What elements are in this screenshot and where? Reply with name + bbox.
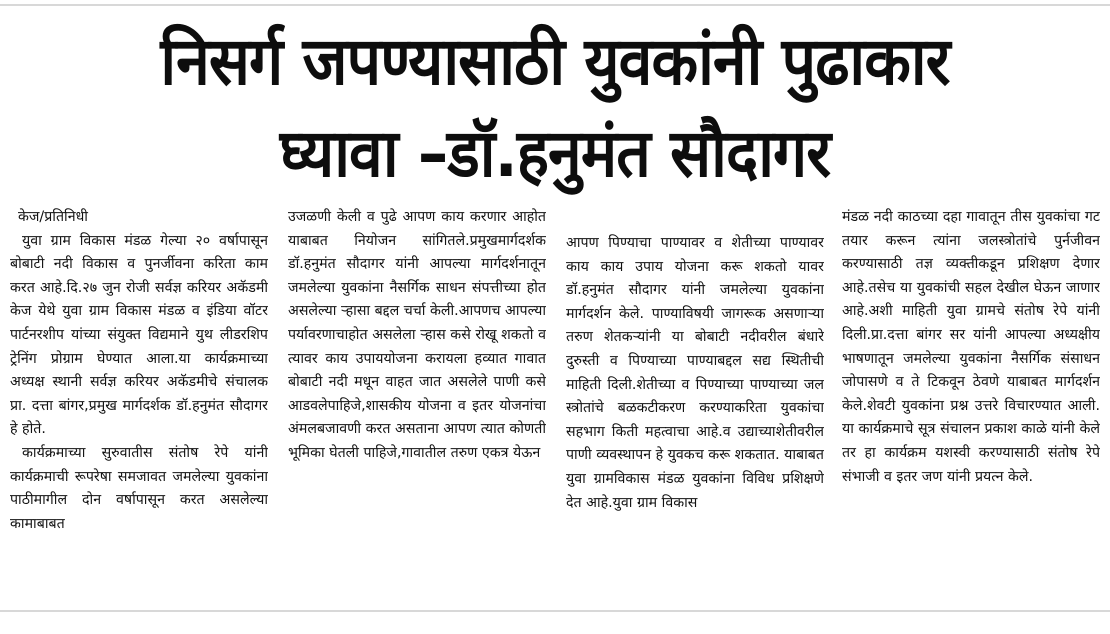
article-column-4 xyxy=(842,206,1100,606)
column-2-text: उजळणी केली व पुढे आपण काय करणार आहोत याबाबत नियोजन सांगितले.प्रमुखमार्गदर्शक डॉ.हनुमंत सौदागर यांनी आपल्या मार्गदर्शनातून जमलेल्या युवकांना नैसर्गिक साधन संपत्तीच्या होत असलेल्या ऱ्हासा बद्दल चर्चा केली.आपणच आपल्या पर्यावरणाचाहोत असलेला ऱ्हास कसे रोखू शकतो व त्यावर काय उपाययोजना करायला हव्यात गावात बोबाटी नदी मधून वाहत जात असलेले पाणी कसे आडवलेपाहिजे,शासकीय योजना व इतर योजनांचा अंमलबजावणी करत असताना आपण त्यात कोणती भूमिका घेतली पाहिजे,गावातील तरुण एकत्र येऊन xyxy=(288,209,546,461)
top-divider xyxy=(0,4,1110,6)
bottom-divider xyxy=(0,610,1110,612)
column-4-text: मंडळ नदी काठच्या दहा गावातून तीस युवकांचा गट तयार करून त्यांना जलस्त्रोतांचे पुर्नजीवन करण्यासाठी तज्ञ व्यक्तीकडून प्रशिक्षण देणार आहे.तसेच या युवकांची सहल देखील घेऊन जाणार आहे.अशी माहिती युवा ग्रामचे संतोष रेपे यांनी दिली.प्रा.दत्ता बांगर सर यांनी आपल्या अध्यक्षीय भाषणातून जमलेल्या युवकांना नैसर्गिक संसाधन जोपासणे व ते टिकवून ठेवणे याबाबत मार्गदर्शन केले.शेवटी युवकांना प्रश्न उत्तरे विचारण्यात आली. या कार्यक्रमाचे सूत्र संचालन प्रकाश काळे यांनी केले तर हा कार्यक्रम यशस्वी करण्यासाठी संतोष रेपे संभाजी व इतर जण यांनी प्रयत्न केले. xyxy=(842,209,1100,485)
headline-line-1: निसर्ग जपण्यासाठी युवकांनी पुढाकार xyxy=(160,23,950,100)
article-column-3 xyxy=(566,206,824,606)
paragraph-2: कार्यक्रमाच्या सुरुवातीस संतोष रेपे यांनी कार्यक्रमाची रूपरेषा समजावत जमलेल्या युवकांना पाठीमागील दोन वर्षापासून करत असलेल्या कामाबाबत xyxy=(10,444,268,532)
article-column-2 xyxy=(288,206,546,606)
column-3-text: आपण पिण्याचा पाण्यावर व शेतीच्या पाण्यावर काय काय उपाय योजना करू शकतो यावर डॉ.हनुमंत सौदागर यांनी जमलेल्या युवकांना मार्गदर्शन केले. पाण्याविषयी जागरूक असणाऱ्या तरुण शेतकऱ्यांनी या बोबाटी नदीवरील बंधारे दुरुस्ती व पिण्याच्या पाण्याबद्दल सद्य स्थितीची माहिती दिली.शेतीच्या व पिण्याच्या पाण्याच्या जल स्त्रोतांचे बळकटीकरण करण्याकरिता युवकांचा सहभाग किती महत्वाचा आहे.व उद्याच्याशेतीवरील पाणी व्यवस्थापन हे युवकच करू शकतात. याबाबत युवा ग्रामविकास मंडळ युवकांना विविध प्रशिक्षणे देत आहे.युवा ग्राम विकास xyxy=(566,235,824,511)
article-column-1 xyxy=(10,206,268,606)
paragraph-1: युवा ग्राम विकास मंडळ गेल्या २० वर्षापासून बोबाटी नदी विकास व पुनर्जीवना करिता काम करत आहे.दि.२७ जुन रोजी सर्वज्ञ करियर अकॅडमी केज येथे युवा ग्राम विकास मंडळ व इंडिया वॉटर पार्टनरशीप यांच्या संयुक्त विद्यमाने युथ लीडरशिप ट्रेनिंग प्रोग्राम घेण्यात आला.या कार्यक्रमाच्या अध्यक्ष स्थानी सर्वज्ञ करियर अकॅडमीचे संचालक प्रा. दत्ता बांगर,प्रमुख मार्गदर्शक डॉ.हनुमंत सौदागर हे होते. xyxy=(10,232,268,438)
headline xyxy=(0,16,1110,200)
dateline: केज/प्रतिनिधी xyxy=(18,209,88,225)
headline-line-2: घ्यावा –डॉ.हनुमंत सौदागर xyxy=(279,115,831,192)
article-body xyxy=(10,206,1100,606)
